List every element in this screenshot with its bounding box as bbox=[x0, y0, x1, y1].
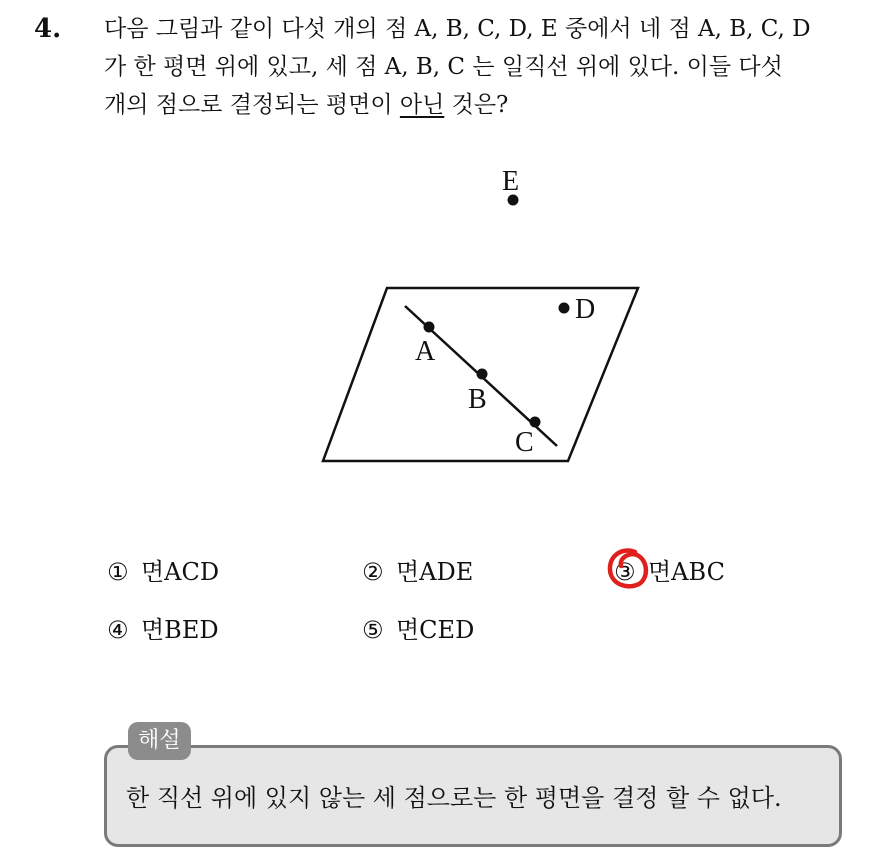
choice-3-number: ③ bbox=[614, 558, 636, 586]
label-e: E bbox=[502, 166, 520, 197]
choice-1-text: 면ACD bbox=[141, 558, 220, 586]
point-b bbox=[477, 369, 488, 380]
choice-4-text: 면BED bbox=[141, 616, 219, 644]
choice-2-text: 면ADE bbox=[396, 558, 474, 586]
choice-2[interactable] bbox=[362, 552, 473, 587]
solution-text: 한 직선 위에 있지 않는 세 점으로는 한 평면을 결정 할 수 없다. bbox=[126, 784, 782, 812]
question-number: 4. bbox=[34, 14, 62, 44]
answer-mark-icon bbox=[605, 546, 651, 592]
choice-5[interactable] bbox=[362, 610, 474, 645]
point-c bbox=[530, 417, 541, 428]
question-line-1: 다음 그림과 같이 다섯 개의 점 A, B, C, D, E 중에서 네 점 A, B, C, D bbox=[104, 16, 811, 42]
choice-5-text: 면CED bbox=[396, 616, 475, 644]
choice-1-number: ① bbox=[107, 558, 129, 586]
question-line-3-end: 것은? bbox=[444, 92, 509, 118]
question-line-2: 가 한 평면 위에 있고, 세 점 A, B, C 는 일직선 위에 있다. 이들 다섯 bbox=[104, 54, 783, 80]
choice-3-text: 면ABC bbox=[648, 558, 725, 586]
point-a bbox=[424, 322, 435, 333]
choice-4-number: ④ bbox=[107, 616, 129, 644]
underlined-word: 아닌 bbox=[399, 92, 445, 118]
solution-tab: 해설 bbox=[128, 722, 191, 760]
choice-5-number: ⑤ bbox=[362, 616, 384, 644]
choice-2-number: ② bbox=[362, 558, 384, 586]
point-d bbox=[559, 303, 570, 314]
choice-1[interactable] bbox=[107, 552, 219, 587]
question-line-3-start: 개의 점으로 결정되는 평면이 bbox=[104, 92, 400, 118]
label-a: A bbox=[415, 336, 436, 367]
label-b: B bbox=[468, 384, 487, 415]
label-c: C bbox=[515, 427, 534, 458]
choice-4[interactable] bbox=[107, 610, 219, 645]
label-d: D bbox=[575, 294, 596, 325]
